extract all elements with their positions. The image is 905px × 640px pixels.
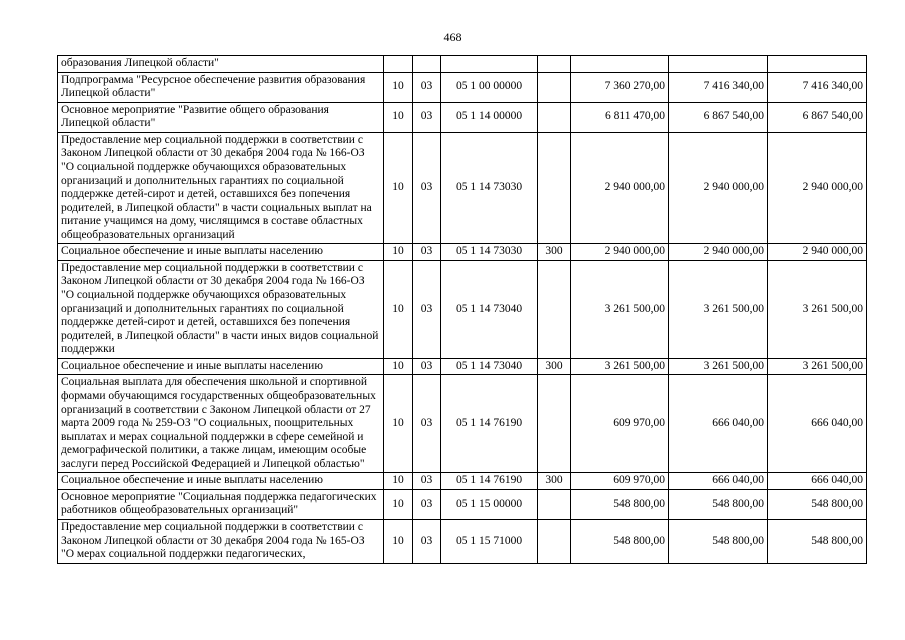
target-article-code-cell — [441, 56, 538, 73]
subsection-code-cell — [413, 56, 441, 73]
amount-year3-cell: 2 940 000,00 — [768, 244, 867, 261]
subsection-code-cell: 03 — [413, 132, 441, 244]
section-code-cell: 10 — [384, 473, 413, 490]
subsection-code-cell: 03 — [413, 520, 441, 564]
row-name-cell: Основное мероприятие "Социальная поддержка педагогических работников общеобразовательных организаций" — [58, 489, 384, 519]
subsection-code-cell: 03 — [413, 473, 441, 490]
expense-type-code-cell — [538, 375, 571, 473]
target-article-code-cell: 05 1 14 73040 — [441, 260, 538, 358]
section-code-cell: 10 — [384, 102, 413, 132]
row-name-cell: Предоставление мер социальной поддержки в соответствии с Законом Липецкой области от 30 декабря 2004 года № 166-ОЗ "О социальной поддержке обучающихся образовательных организаций и дополнительных гарантиях по социальной поддержке детей-сирот и детей, оставшихся без попечения родителей, в Липецкой области" в части иных видов социальной поддержки — [58, 260, 384, 358]
row-name-cell: Социальная выплата для обеспечения школьной и спортивной формами обучающимся государственных общеобразовательных организаций в соответствии с Законом Липецкой области от 27 марта 2009 года № 259-ОЗ "О социальных, поощрительных выплатах и мерах социальной поддержки в сфере семейной и демографической политики, а также лицам, имеющим особые заслуги перед Российской Федерацией и Липецкой областью" — [58, 375, 384, 473]
amount-year1-cell: 2 940 000,00 — [571, 132, 669, 244]
section-code-cell: 10 — [384, 520, 413, 564]
row-name-cell: Социальное обеспечение и иные выплаты населению — [58, 358, 384, 375]
amount-year2-cell: 3 261 500,00 — [669, 358, 768, 375]
amount-year3-cell: 6 867 540,00 — [768, 102, 867, 132]
target-article-code-cell: 05 1 14 76190 — [441, 375, 538, 473]
amount-year1-cell: 548 800,00 — [571, 489, 669, 519]
section-code-cell: 10 — [384, 489, 413, 519]
expense-type-code-cell — [538, 260, 571, 358]
section-code-cell: 10 — [384, 132, 413, 244]
amount-year3-cell: 7 416 340,00 — [768, 72, 867, 102]
budget-table — [57, 55, 867, 564]
row-name-cell: Подпрограмма "Ресурсное обеспечение развития образования Липецкой области" — [58, 72, 384, 102]
amount-year2-cell: 7 416 340,00 — [669, 72, 768, 102]
amount-year3-cell — [768, 56, 867, 73]
table-row — [58, 473, 867, 490]
subsection-code-cell: 03 — [413, 260, 441, 358]
section-code-cell: 10 — [384, 260, 413, 358]
section-code-cell: 10 — [384, 244, 413, 261]
target-article-code-cell: 05 1 14 73030 — [441, 132, 538, 244]
section-code-cell: 10 — [384, 375, 413, 473]
table-row — [58, 102, 867, 132]
amount-year2-cell: 666 040,00 — [669, 375, 768, 473]
amount-year1-cell: 7 360 270,00 — [571, 72, 669, 102]
amount-year3-cell: 3 261 500,00 — [768, 358, 867, 375]
row-name-cell: Основное мероприятие "Развитие общего образования Липецкой области" — [58, 102, 384, 132]
expense-type-code-cell — [538, 132, 571, 244]
row-name-cell: образования Липецкой области" — [58, 56, 384, 73]
section-code-cell: 10 — [384, 358, 413, 375]
table-row — [58, 132, 867, 244]
subsection-code-cell: 03 — [413, 358, 441, 375]
amount-year1-cell: 609 970,00 — [571, 375, 669, 473]
row-name-cell: Социальное обеспечение и иные выплаты населению — [58, 473, 384, 490]
amount-year2-cell: 2 940 000,00 — [669, 132, 768, 244]
amount-year2-cell: 548 800,00 — [669, 489, 768, 519]
subsection-code-cell: 03 — [413, 375, 441, 473]
target-article-code-cell: 05 1 14 76190 — [441, 473, 538, 490]
amount-year1-cell — [571, 56, 669, 73]
expense-type-code-cell: 300 — [538, 358, 571, 375]
target-article-code-cell: 05 1 14 73030 — [441, 244, 538, 261]
amount-year1-cell: 6 811 470,00 — [571, 102, 669, 132]
amount-year3-cell: 666 040,00 — [768, 473, 867, 490]
expense-type-code-cell: 300 — [538, 244, 571, 261]
amount-year2-cell: 548 800,00 — [669, 520, 768, 564]
amount-year2-cell: 666 040,00 — [669, 473, 768, 490]
amount-year3-cell: 3 261 500,00 — [768, 260, 867, 358]
amount-year3-cell: 548 800,00 — [768, 520, 867, 564]
amount-year2-cell: 2 940 000,00 — [669, 244, 768, 261]
subsection-code-cell: 03 — [413, 244, 441, 261]
page-number: 468 — [443, 30, 462, 44]
table-row — [58, 375, 867, 473]
expense-type-code-cell — [538, 520, 571, 564]
amount-year3-cell: 2 940 000,00 — [768, 132, 867, 244]
expense-type-code-cell — [538, 72, 571, 102]
subsection-code-cell: 03 — [413, 489, 441, 519]
section-code-cell: 10 — [384, 72, 413, 102]
expense-type-code-cell: 300 — [538, 473, 571, 490]
target-article-code-cell: 05 1 00 00000 — [441, 72, 538, 102]
amount-year1-cell: 609 970,00 — [571, 473, 669, 490]
table-row — [58, 56, 867, 73]
table-row — [58, 489, 867, 519]
table-row — [58, 244, 867, 261]
amount-year1-cell: 3 261 500,00 — [571, 260, 669, 358]
row-name-cell: Предоставление мер социальной поддержки в соответствии с Законом Липецкой области от 30 декабря 2004 года № 165-ОЗ "О мерах социальной поддержки педагогических, — [58, 520, 384, 564]
amount-year2-cell: 3 261 500,00 — [669, 260, 768, 358]
row-name-cell: Социальное обеспечение и иные выплаты населению — [58, 244, 384, 261]
row-name-cell: Предоставление мер социальной поддержки в соответствии с Законом Липецкой области от 30 декабря 2004 года № 166-ОЗ "О социальной поддержке обучающихся образовательных организаций и дополнительных гарантиях по социальной поддержке детей-сирот и детей, оставшихся без попечения родителей, в Липецкой области" в части социальных выплат на питание учащимся на дому, числящимся в составе областных общеобразовательных организаций — [58, 132, 384, 244]
amount-year1-cell: 3 261 500,00 — [571, 358, 669, 375]
amount-year1-cell: 548 800,00 — [571, 520, 669, 564]
amount-year2-cell — [669, 56, 768, 73]
amount-year1-cell: 2 940 000,00 — [571, 244, 669, 261]
amount-year3-cell: 548 800,00 — [768, 489, 867, 519]
expense-type-code-cell — [538, 489, 571, 519]
subsection-code-cell: 03 — [413, 72, 441, 102]
amount-year3-cell: 666 040,00 — [768, 375, 867, 473]
budget-table-body — [58, 56, 867, 564]
table-row — [58, 72, 867, 102]
subsection-code-cell: 03 — [413, 102, 441, 132]
target-article-code-cell: 05 1 14 00000 — [441, 102, 538, 132]
amount-year2-cell: 6 867 540,00 — [669, 102, 768, 132]
table-row — [58, 358, 867, 375]
target-article-code-cell: 05 1 14 73040 — [441, 358, 538, 375]
expense-type-code-cell — [538, 102, 571, 132]
table-row — [58, 260, 867, 358]
target-article-code-cell: 05 1 15 00000 — [441, 489, 538, 519]
table-row — [58, 520, 867, 564]
target-article-code-cell: 05 1 15 71000 — [441, 520, 538, 564]
expense-type-code-cell — [538, 56, 571, 73]
section-code-cell — [384, 56, 413, 73]
